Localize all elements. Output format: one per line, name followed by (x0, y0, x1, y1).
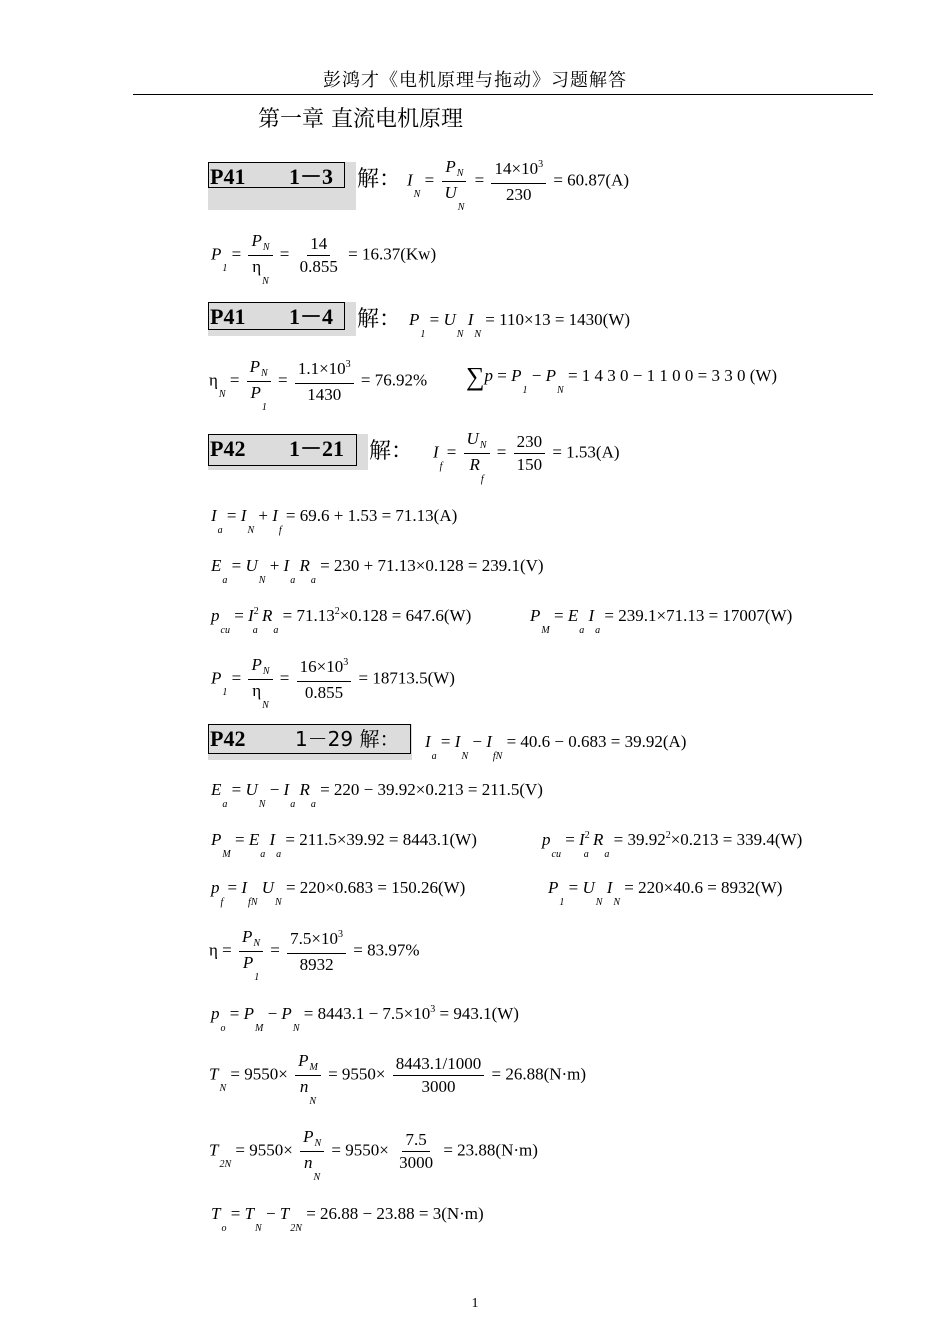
equation-input-power-2: $P_1$ = $\frac{P_N}{\eta_N}$ = $\frac{16\times 10^3}{0.855}$ = 18713.5(W) (211, 655, 455, 711)
equation-efficiency-2: η = $\frac{P_N}{P_1}$ = $\frac{7.5\times 10^3}{8932}$ = 83.97% (209, 927, 420, 983)
equation-no-load-torque: $T_o = T_N - T_{2N} = 26.88 - 23.88 = 3(N\cdot m)$ (211, 1204, 484, 1234)
equation-p1-2: $P_1 = U_N$ $I_N = 220\times 40.6 = 8932(W)$ (548, 878, 783, 908)
problem-label-box (208, 162, 356, 210)
equation-copper-loss: $p_{cu} = I^2_a$ $R_a = 71.13^2\times 0.128 = 647.6(W)$ (211, 606, 472, 636)
equation-output-torque: $T_{2N} = 9550\times$ $\frac{P_N}{n_N}$ = 9550× $\frac{7.5}{3000}$ = 23.88(N·m) (209, 1127, 538, 1183)
problem-number: 1－29 解： (294, 727, 400, 751)
problem-number: 1－21 (288, 436, 344, 461)
equation-rated-torque: $T_N = 9550\times$ $\frac{P_M}{n_N}$ = 9550× $\frac{8443.1/1000}{3000}$ = 26.88(N·m) (209, 1051, 587, 1107)
equation-field-current: $I_f$ = $\frac{U_N}{R_f}$ = $\frac{230}{150}$ = 1.53(A) (433, 429, 620, 485)
problem-page: P41 (210, 164, 246, 189)
equation-input-power: $P_1$ = $\frac{P_N}{\eta_N}$ = $\frac{14}{0.855}$ = 16.37(Kw) (211, 231, 437, 287)
chapter-title: 第一章 直流电机原理 (258, 107, 463, 132)
equation-armature-current: $I_a = I_N + I_f = 69.6 + 1.53 = 71.13(A)$ (211, 506, 458, 536)
equation-efficiency: $\eta_N$ = $\frac{P_N}{P_1}$ = $\frac{1.1\times 10^3}{1430}$ = 76.92% (209, 357, 428, 413)
problem-number: 1－4 (288, 304, 333, 329)
problem-label-box (208, 434, 368, 470)
equation-copper-loss-2: $p_{cu} = I^2_a$ $R_a = 39.92^2\times 0.213 = 339.4(W)$ (542, 830, 803, 860)
solution-label: 解： (357, 307, 402, 332)
page-header: 彭鸿才《电机原理与拖动》习题解答 (323, 70, 627, 91)
solution-label: 解： (357, 167, 402, 192)
problem-page: P41 (210, 304, 246, 329)
equation-electromagnetic-power-2: $P_M = E_a$ $I_a = 211.5\times 39.92 = 8443.1(W)$ (211, 830, 477, 860)
page-number: 1 (471, 1296, 479, 1311)
equation-p1: $P_1 = U_N$ $I_N = 110\times 13 = 1430(W)$ (409, 310, 631, 340)
equation-rated-current: $I_N$ = $\frac{P_N}{U_N}$ = $\frac{14\times 10^3}{230}$ = 60.87(A) (407, 157, 630, 213)
problem-label-box (208, 724, 412, 760)
equation-no-load-loss: $p_o = P_M - P_N = 8443.1 - 7.5\times 10^3 = 943.1(W)$ (211, 1004, 519, 1034)
equation-field-loss: $p_f = I_{fN}$ $U_N = 220\times 0.683 = 150.26(W)$ (211, 878, 466, 908)
problem-label-box (208, 302, 356, 336)
problem-page: P42 (210, 436, 246, 461)
equation-emf-2: $E_a = U_N - I_a$ $R_a = 220 - 39.92\times 0.213 = 211.5(V)$ (211, 780, 543, 810)
problem-number: 1－3 (288, 164, 333, 189)
equation-emf: $E_a = U_N + I_a$ $R_a = 230 + 71.13\times 0.128 = 239.1(V)$ (211, 556, 544, 586)
problem-page: P42 (210, 726, 246, 751)
solution-label: 解： (369, 439, 414, 464)
header-rule (133, 94, 873, 95)
equation-armature-current-2: $I_a = I_N - I_{fN} = 40.6 - 0.683 = 39.92(A)$ (425, 732, 687, 762)
equation-losses: $\sum p = P_1 - P_N = 1$ 4 3 0 − 1 1 0 0 = 3 3 0 (W) (466, 362, 778, 396)
equation-electromagnetic-power: $P_M = E_a$ $I_a = 239.1\times 71.13 = 17007(W)$ (530, 606, 793, 636)
